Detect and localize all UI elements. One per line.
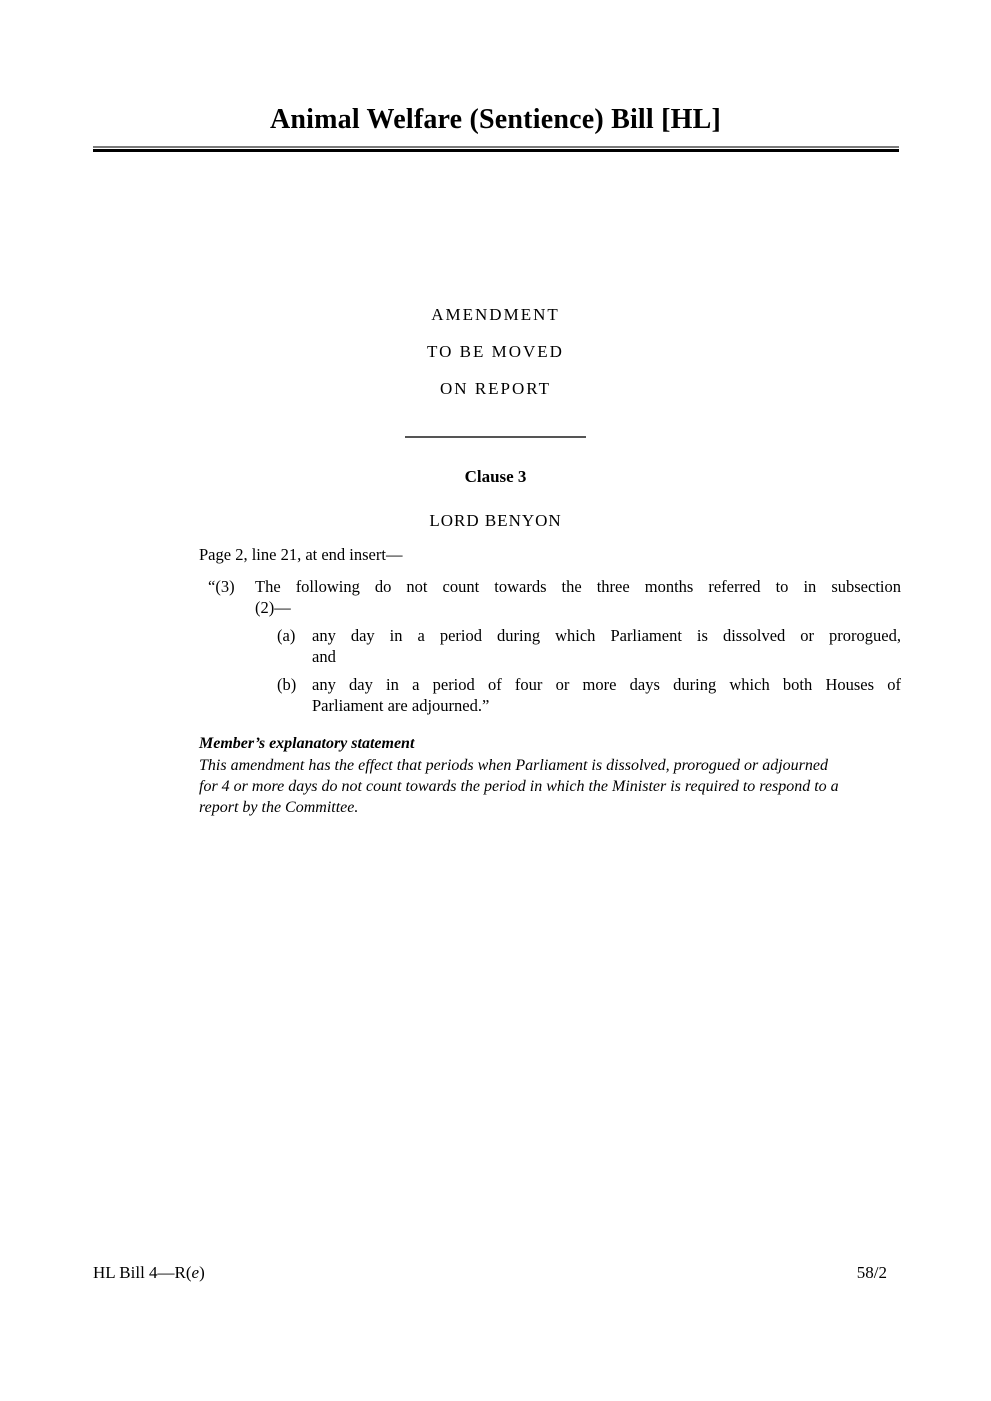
explanatory-statement-text: This amendment has the effect that periods when Parliament is dissolved, prorogued or adjourned for 4 or more days do not count towards the period in which the Minister is required to respond to a report by the Committee. <box>199 757 839 816</box>
clause-heading: Clause 3 <box>464 467 527 486</box>
paragraph-a-text-line-1: any day in a period during which Parliament is dissolved or prorogued, <box>312 626 901 645</box>
bill-reference-letter: e <box>191 1263 200 1282</box>
paragraph-b-text-line-1: any day in a period of four or more days during which both Houses of <box>312 675 901 694</box>
stage-heading-line-3: ON REPORT <box>440 379 551 398</box>
amendment-body <box>199 544 901 716</box>
amendment-subsection-3 <box>199 576 901 618</box>
stage-heading-line-1: AMENDMENT <box>431 305 560 324</box>
amendment-instruction: Page 2, line 21, at end insert— <box>199 545 403 564</box>
amendment-number: 58/2 <box>856 1263 887 1282</box>
bill-reference-prefix: HL Bill 4—R( <box>93 1263 192 1282</box>
bill-reference <box>93 1263 205 1283</box>
paragraph-b-text-line-2: Parliament are adjourned.” <box>312 696 490 715</box>
amendment-paragraph-a <box>199 625 901 667</box>
amendment-stage-heading <box>0 296 991 407</box>
explanatory-statement <box>199 733 844 818</box>
title-rule-thick-line <box>93 149 899 152</box>
title-rule <box>93 146 899 152</box>
title-rule-thin-line <box>93 146 899 148</box>
stage-heading-line-2: TO BE MOVED <box>427 342 564 361</box>
bill-reference-suffix: ) <box>199 1263 205 1282</box>
amendment-paragraph-b <box>199 674 901 716</box>
paragraph-a-text-line-2: and <box>312 647 336 666</box>
section-divider <box>405 436 586 438</box>
explanatory-statement-heading: Member’s explanatory statement <box>199 735 415 752</box>
paragraph-a-label: (a) <box>277 626 296 645</box>
paragraph-b-label: (b) <box>277 675 297 694</box>
subsection-text-line-1: The following do not count towards the three months referred to in subsection <box>255 577 901 596</box>
subsection-label: “(3) <box>208 577 235 596</box>
subsection-text-line-2: (2)— <box>255 598 291 617</box>
bill-title: Animal Welfare (Sentience) Bill [HL] <box>269 104 721 135</box>
mover-name: LORD BENYON <box>429 511 562 530</box>
